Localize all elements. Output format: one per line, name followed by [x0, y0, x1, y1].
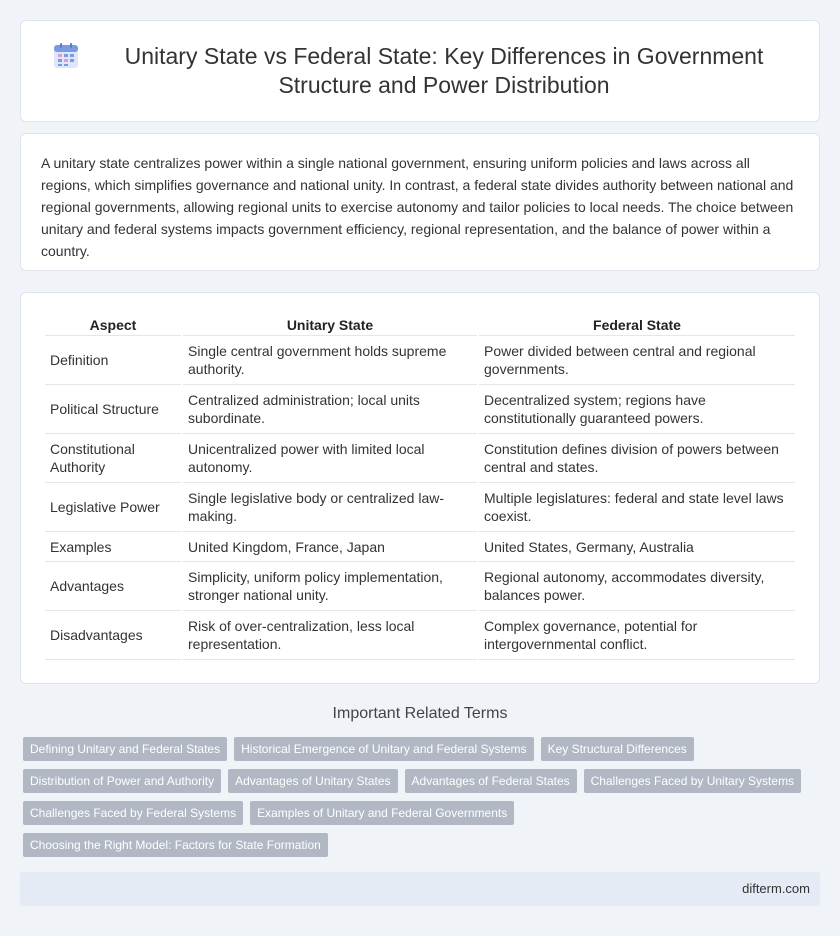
cell-unitary: Unicentralized power with limited local autonomy.	[183, 434, 477, 483]
related-term-tag[interactable]: Advantages of Unitary States	[228, 769, 397, 793]
cell-federal: Multiple legislatures: federal and state level laws coexist.	[479, 483, 795, 532]
related-term-tag[interactable]: Key Structural Differences	[541, 737, 694, 761]
cell-aspect: Definition	[45, 336, 181, 385]
header-card	[20, 20, 820, 122]
intro-card	[20, 133, 820, 271]
related-term-tag[interactable]: Historical Emergence of Unitary and Federal Systems	[234, 737, 533, 761]
cell-unitary: Centralized administration; local units subordinate.	[183, 385, 477, 434]
cell-aspect: Legislative Power	[45, 483, 181, 532]
cell-aspect: Disadvantages	[45, 611, 181, 660]
cell-federal: United States, Germany, Australia	[479, 532, 795, 562]
related-term-tag[interactable]: Challenges Faced by Federal Systems	[23, 801, 243, 825]
page-title: Unitary State vs Federal State: Key Differences in Government Structure and Power Distribution	[124, 43, 764, 98]
cell-unitary: United Kingdom, France, Japan	[183, 532, 477, 562]
table-row	[45, 385, 795, 434]
cell-aspect: Political Structure	[45, 385, 181, 434]
header-federal: Federal State	[479, 313, 795, 336]
comparison-card	[20, 292, 820, 684]
table-row	[45, 562, 795, 611]
related-terms-list	[23, 737, 820, 865]
header-unitary: Unitary State	[183, 313, 477, 336]
related-term-tag[interactable]: Advantages of Federal States	[405, 769, 577, 793]
intro-paragraph: A unitary state centralizes power within a single national government, ensuring uniform policies and laws across all regions, which simplifies governance and national unity. In contrast, a federal state divides authority between national and regional governments, allowing regional units to exercise autonomy and tailor policies to local needs. The choice between unitary and federal systems impacts government efficiency, regional representation, and the balance of power within a country.	[41, 155, 794, 259]
table-row	[45, 532, 795, 562]
cell-federal: Regional autonomy, accommodates diversity, balances power.	[479, 562, 795, 611]
related-term-tag[interactable]: Distribution of Power and Authority	[23, 769, 221, 793]
table-row	[45, 611, 795, 660]
cell-aspect: Constitutional Authority	[45, 434, 181, 483]
calendar-icon	[51, 41, 81, 71]
cell-federal: Decentralized system; regions have constitutionally guaranteed powers.	[479, 385, 795, 434]
cell-unitary: Single legislative body or centralized law-making.	[183, 483, 477, 532]
cell-federal: Power divided between central and regional governments.	[479, 336, 795, 385]
cell-aspect: Advantages	[45, 562, 181, 611]
table-row	[45, 434, 795, 483]
title-wrap	[21, 21, 819, 121]
footer-bar	[20, 872, 820, 906]
cell-federal: Complex governance, potential for intergovernmental conflict.	[479, 611, 795, 660]
comparison-table	[43, 313, 797, 660]
cell-unitary: Simplicity, uniform policy implementation, stronger national unity.	[183, 562, 477, 611]
cell-unitary: Risk of over-centralization, less local representation.	[183, 611, 477, 660]
related-term-tag[interactable]: Examples of Unitary and Federal Governments	[250, 801, 514, 825]
related-term-tag[interactable]: Defining Unitary and Federal States	[23, 737, 227, 761]
header-aspect: Aspect	[45, 313, 181, 336]
cell-unitary: Single central government holds supreme authority.	[183, 336, 477, 385]
cell-federal: Constitution defines division of powers between central and states.	[479, 434, 795, 483]
cell-aspect: Examples	[45, 532, 181, 562]
footer-site-link[interactable]: difterm.com	[742, 881, 810, 896]
table-header-row	[45, 313, 795, 336]
table-row	[45, 483, 795, 532]
related-term-tag[interactable]: Choosing the Right Model: Factors for State Formation	[23, 833, 328, 857]
related-term-tag[interactable]: Challenges Faced by Unitary Systems	[584, 769, 801, 793]
table-row	[45, 336, 795, 385]
related-terms-heading: Important Related Terms	[332, 705, 508, 722]
